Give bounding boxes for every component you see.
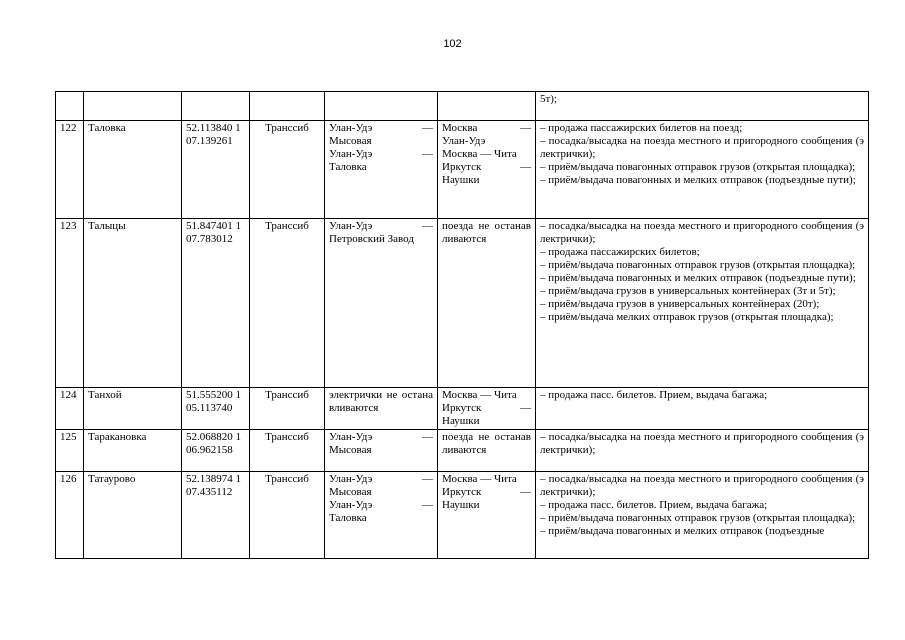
suburban-route-line bbox=[329, 486, 433, 499]
long-distance-routes-cell bbox=[438, 472, 536, 559]
coordinates-cell: 52.068820 106.962158 bbox=[182, 430, 250, 472]
long-distance-note: поезда не останавливаются bbox=[442, 431, 531, 456]
long-distance-route-line bbox=[442, 122, 531, 135]
route-station: Таловка bbox=[329, 512, 367, 524]
suburban-routes-cell bbox=[325, 92, 438, 121]
long-distance-routes-cell bbox=[438, 92, 536, 121]
route-station: Иркутск bbox=[442, 402, 482, 414]
station-name-cell: Талыцы bbox=[84, 219, 182, 388]
route-dash: — bbox=[422, 499, 433, 511]
suburban-route-line bbox=[329, 135, 433, 148]
suburban-route-line bbox=[329, 122, 433, 135]
row-number-cell: 122 bbox=[56, 121, 84, 219]
service-item: – посадка/высадка на поезда местного и пригородного сообщения (электрички); bbox=[540, 135, 864, 160]
coordinates-cell: 52.138974 107.435112 bbox=[182, 472, 250, 559]
route-dash: — bbox=[422, 473, 433, 485]
station-name-cell: Татаурово bbox=[84, 472, 182, 559]
long-distance-routes-cell bbox=[438, 219, 536, 388]
long-distance-route-line bbox=[442, 174, 531, 187]
railway-line-cell: Транссиб bbox=[250, 430, 325, 472]
route-station: Москва — Чита bbox=[442, 389, 517, 401]
railway-line-cell: Транссиб bbox=[250, 219, 325, 388]
suburban-route-line bbox=[329, 512, 433, 525]
suburban-routes-cell bbox=[325, 219, 438, 388]
service-item: – продажа пасс. билетов. Прием, выдача багажа; bbox=[540, 389, 768, 401]
route-dash: — bbox=[520, 161, 531, 173]
route-dash: — bbox=[422, 431, 433, 443]
route-station: Наушки bbox=[442, 174, 480, 186]
route-station: Улан-Удэ bbox=[329, 148, 373, 160]
suburban-route-line bbox=[329, 499, 433, 512]
service-item: – приём/выдача повагонных и мелких отправок (подъездные bbox=[540, 525, 825, 537]
long-distance-route-line bbox=[442, 473, 531, 486]
suburban-route-line bbox=[329, 220, 433, 233]
row-number-cell bbox=[56, 92, 84, 121]
suburban-route-line bbox=[329, 473, 433, 486]
service-item: – приём/выдача грузов в универсальных контейнерах (3т и 5т); bbox=[540, 285, 836, 297]
suburban-route-line bbox=[329, 444, 433, 457]
table-row bbox=[56, 219, 869, 388]
long-distance-route-line bbox=[442, 486, 531, 499]
route-station: Таловка bbox=[329, 161, 367, 173]
station-name-cell bbox=[84, 92, 182, 121]
service-item: – посадка/высадка на поезда местного и пригородного сообщения (электрички); bbox=[540, 473, 864, 498]
service-item: 5т); bbox=[540, 93, 558, 105]
route-station: Москва — Чита bbox=[442, 473, 517, 485]
service-item: – продажа пасс. билетов. Прием, выдача багажа; bbox=[540, 499, 768, 511]
coordinates-cell: 51.847401 107.783012 bbox=[182, 219, 250, 388]
long-distance-routes-cell bbox=[438, 121, 536, 219]
suburban-note: электрички не останавливаются bbox=[329, 389, 433, 414]
route-station: Улан-Удэ bbox=[442, 135, 486, 147]
service-item: – приём/выдача грузов в универсальных контейнерах (20т); bbox=[540, 298, 820, 310]
route-dash: — bbox=[520, 122, 531, 134]
table-row bbox=[56, 92, 869, 121]
services-cell bbox=[536, 430, 869, 472]
route-dash: — bbox=[422, 220, 433, 232]
services-cell bbox=[536, 219, 869, 388]
route-dash: — bbox=[520, 486, 531, 498]
long-distance-route-line bbox=[442, 402, 531, 415]
railway-line-cell: Транссиб bbox=[250, 472, 325, 559]
service-item: – приём/выдача повагонных и мелких отправок (подъездные пути); bbox=[540, 272, 856, 284]
service-item: – продажа пассажирских билетов на поезд; bbox=[540, 122, 743, 134]
route-station: Наушки bbox=[442, 415, 480, 427]
coordinates-cell bbox=[182, 92, 250, 121]
service-item: – приём/выдача повагонных отправок грузов (открытая площадка); bbox=[540, 512, 856, 524]
station-name-cell: Таловка bbox=[84, 121, 182, 219]
route-station: Москва — Чита bbox=[442, 148, 517, 160]
service-item: – приём/выдача повагонных отправок грузов (открытая площадка); bbox=[540, 259, 856, 271]
suburban-routes-cell bbox=[325, 388, 438, 430]
page-number: 102 bbox=[443, 38, 462, 50]
route-station: Мысовая bbox=[329, 135, 372, 147]
route-dash: — bbox=[520, 402, 531, 414]
suburban-routes-cell bbox=[325, 430, 438, 472]
service-item: – посадка/высадка на поезда местного и пригородного сообщения (электрички); bbox=[540, 431, 864, 456]
route-station: Наушки bbox=[442, 499, 480, 511]
route-station: Улан-Удэ bbox=[329, 431, 373, 443]
services-cell bbox=[536, 388, 869, 430]
long-distance-route-line bbox=[442, 415, 531, 428]
table-row bbox=[56, 388, 869, 430]
service-item: – приём/выдача повагонных и мелких отправок (подъездные пути); bbox=[540, 174, 856, 186]
suburban-route-line bbox=[329, 431, 433, 444]
services-cell bbox=[536, 92, 869, 121]
coordinates-cell: 52.113840 107.139261 bbox=[182, 121, 250, 219]
route-station: Мысовая bbox=[329, 444, 372, 456]
station-name-cell: Танхой bbox=[84, 388, 182, 430]
table-row bbox=[56, 472, 869, 559]
service-item: – посадка/высадка на поезда местного и пригородного сообщения (электрички); bbox=[540, 220, 864, 245]
route-station: Иркутск bbox=[442, 486, 482, 498]
railway-line-cell bbox=[250, 92, 325, 121]
suburban-routes-cell bbox=[325, 472, 438, 559]
route-station: Улан-Удэ bbox=[329, 499, 373, 511]
route-station: Улан-Удэ bbox=[329, 220, 373, 232]
suburban-route-line bbox=[329, 161, 433, 174]
route-dash: — bbox=[422, 122, 433, 134]
route-dash: — bbox=[422, 148, 433, 160]
services-cell bbox=[536, 121, 869, 219]
coordinates-cell: 51.555200 105.113740 bbox=[182, 388, 250, 430]
table-row bbox=[56, 121, 869, 219]
long-distance-route-line bbox=[442, 148, 531, 161]
long-distance-routes-cell bbox=[438, 388, 536, 430]
route-station: Иркутск bbox=[442, 161, 482, 173]
route-station: Петровский Завод bbox=[329, 233, 414, 245]
route-station: Улан-Удэ bbox=[329, 473, 373, 485]
long-distance-route-line bbox=[442, 161, 531, 174]
row-number-cell: 124 bbox=[56, 388, 84, 430]
service-item: – продажа пассажирских билетов; bbox=[540, 246, 700, 258]
route-station: Мысовая bbox=[329, 486, 372, 498]
long-distance-note: поезда не останавливаются bbox=[442, 220, 531, 245]
services-cell bbox=[536, 472, 869, 559]
suburban-route-line bbox=[329, 233, 433, 246]
table-body bbox=[56, 92, 869, 559]
railway-line-cell: Транссиб bbox=[250, 388, 325, 430]
service-item: – приём/выдача повагонных отправок грузов (открытая площадка); bbox=[540, 161, 856, 173]
long-distance-route-line bbox=[442, 499, 531, 512]
long-distance-route-line bbox=[442, 389, 531, 402]
row-number-cell: 125 bbox=[56, 430, 84, 472]
railway-line-cell: Транссиб bbox=[250, 121, 325, 219]
stations-table bbox=[55, 91, 869, 559]
row-number-cell: 126 bbox=[56, 472, 84, 559]
row-number-cell: 123 bbox=[56, 219, 84, 388]
suburban-route-line bbox=[329, 148, 433, 161]
long-distance-route-line bbox=[442, 135, 531, 148]
route-station: Москва bbox=[442, 122, 478, 134]
route-station: Улан-Удэ bbox=[329, 122, 373, 134]
suburban-routes-cell bbox=[325, 121, 438, 219]
long-distance-routes-cell bbox=[438, 430, 536, 472]
service-item: – приём/выдача мелких отправок грузов (открытая площадка); bbox=[540, 311, 834, 323]
station-name-cell: Таракановка bbox=[84, 430, 182, 472]
table-row bbox=[56, 430, 869, 472]
